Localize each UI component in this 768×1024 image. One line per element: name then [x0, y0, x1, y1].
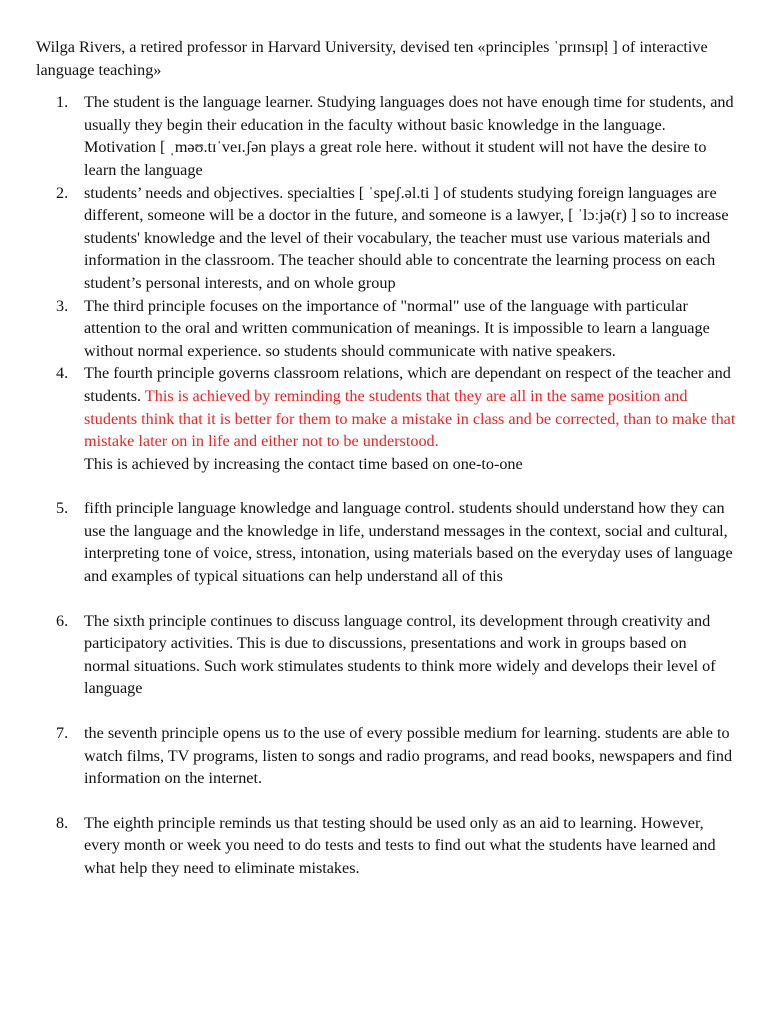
item-number: 5.: [56, 499, 69, 518]
list-item: [36, 182, 736, 295]
principles-list: [36, 91, 736, 879]
highlighted-text: This is achieved by reminding the students that they are all in the same position and students think that it is better for them to make a mistake in class and be corrected, than to make that mistake later on in life and either not to be understood.: [84, 386, 736, 451]
item-number: 3.: [56, 296, 69, 315]
item-number: 1.: [56, 93, 69, 112]
item-text: The student is the language learner. Studying languages does not have enough time for students, and usually they begin their education in the faculty without basic knowledge in the language. Motivation [ ˌməʊ.tɪˈveɪ.ʃən plays a great role here. without it student will not have the desire to learn the language: [84, 93, 734, 179]
item-number: 4.: [56, 364, 69, 383]
list-item: [36, 91, 736, 181]
item-text: the seventh principle opens us to the use of every possible medium for learning. students are able to watch films, TV programs, listen to songs and radio programs, and read books, newspapers and find information on the internet.: [84, 724, 733, 788]
item-text: The third principle focuses on the importance of "normal" use of the language with particular attention to the oral and written communication of meanings. It is impossible to learn a language without normal experience. so students should communicate with native speakers.: [84, 296, 710, 360]
item-text: fifth principle language knowledge and language control. students should understand how they can use the language and the knowledge in life, understand messages in the context, social and cultural, interpreting tone of voice, stress, intonation, using materials based on the everyday uses of language and examples of typical situations can help understand all of this: [84, 499, 733, 586]
item-text: The sixth principle continues to discuss language control, its development through creativity and participatory activities. This is due to discussions, presentations and work in groups based on normal situations. Such work stimulates students to think more widely and develops their level of language: [84, 611, 716, 698]
list-item: [36, 497, 736, 587]
item-text: students’ needs and objectives. specialties [ ˈspeʃ.əl.ti ] of students studying foreign languages are different, someone will be a doctor in the future, and someone is a lawyer, [ ˈlɔːjə(r) ] so to increase students' knowledge and the level of their vocabulary, the teacher must use various materials and information in the classroom. The teacher should able to concentrate the learning process on each student’s personal interests, and on whole group: [84, 183, 729, 292]
item-number: 7.: [56, 724, 69, 743]
item-number: 2.: [56, 183, 69, 202]
list-item: [36, 722, 736, 790]
list-item: [36, 812, 736, 880]
document-page: [36, 36, 736, 880]
item-number: 8.: [56, 813, 69, 832]
item-text: The fourth principle governs classroom relations, which are dependant on respect of the teacher and students.: [84, 364, 731, 405]
list-item: [36, 610, 736, 700]
intro-paragraph: Wilga Rivers, a retired professor in Harvard University, devised ten «principles ˈprɪnsɪpḷ ] of interactive language teaching»: [36, 38, 708, 79]
list-item: [36, 362, 736, 475]
list-item: [36, 295, 736, 363]
item-number: 6.: [56, 611, 69, 630]
item-text: The eighth principle reminds us that testing should be used only as an aid to learning. However, every month or week you need to do tests and tests to find out what the students have learned and what help they need to eliminate mistakes.: [84, 813, 716, 877]
item-text-continued: This is achieved by increasing the contact time based on one-to-one: [84, 454, 523, 473]
